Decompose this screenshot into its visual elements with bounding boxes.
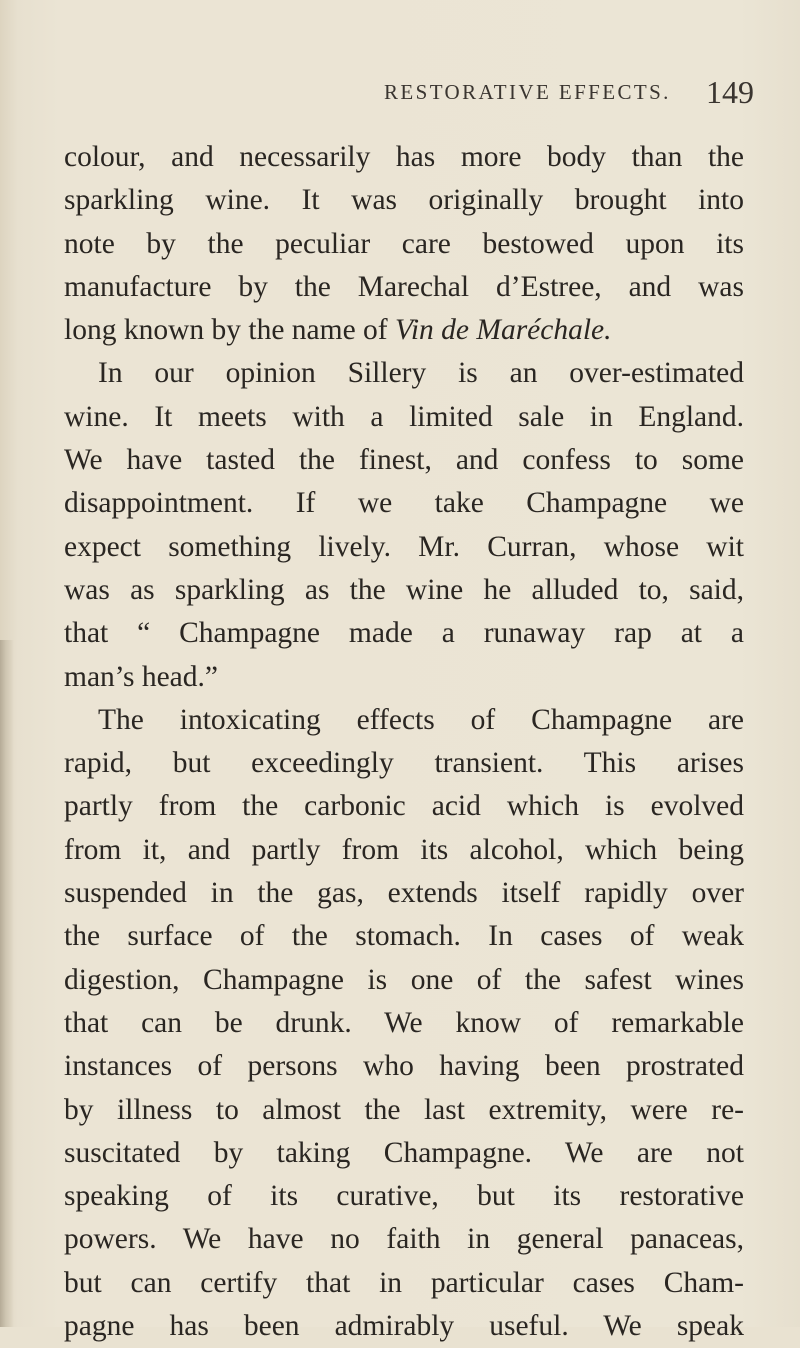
text-line-23: by illness to almost the last extremity, were re- <box>64 1093 744 1126</box>
text-line-6: In our opinion Sillery is an over-estimated <box>98 357 744 390</box>
text-line-11: was as sparkling as the wine he alluded to, said, <box>64 573 744 606</box>
binding-gutter-shadow <box>0 640 14 1327</box>
running-head <box>60 74 760 120</box>
italic-wine-name: Vin de Maréchale. <box>395 314 612 347</box>
text-line-21: that can be drunk. We know of remarkable <box>64 1006 744 1039</box>
text-line-22: instances of persons who having been prostrated <box>64 1050 744 1083</box>
body-text <box>64 136 744 1348</box>
text-line-15: rapid, but exceedingly transient. This arises <box>64 747 744 780</box>
text-line-1: colour, and necessarily has more body than the <box>64 141 744 173</box>
text-line-3: note by the peculiar care bestowed upon its <box>64 227 744 260</box>
text-line-5 <box>64 309 744 352</box>
text-line-4: manufacture by the Marechal d’Estree, and was <box>64 270 744 303</box>
text-line-26: powers. We have no faith in general panaceas, <box>64 1223 744 1256</box>
text-line-7: wine. It meets with a limited sale in England. <box>64 400 744 433</box>
text-line-16: partly from the carbonic acid which is evolved <box>64 790 744 823</box>
text-line-10: expect something lively. Mr. Curran, whose wit <box>64 530 744 563</box>
text-line-2: sparkling wine. It was originally brought into <box>64 184 744 217</box>
text-line-25: speaking of its curative, but its restorative <box>64 1180 744 1213</box>
text-line-14: The intoxicating effects of Champagne are <box>98 703 744 736</box>
text-line-5-start: long known by the name of <box>64 314 395 347</box>
text-line-13: man’s head.” <box>64 660 218 693</box>
text-line-20: digestion, Champagne is one of the safest wines <box>64 963 744 996</box>
text-line-12: that “ Champagne made a runaway rap at a <box>64 617 744 650</box>
text-line-24: suscitated by taking Champagne. We are not <box>64 1136 744 1169</box>
text-line-9: disappointment. If we take Champagne we <box>64 487 744 520</box>
text-line-28: pagne has been admirably useful. We speak <box>64 1310 744 1343</box>
text-line-27: but can certify that in particular cases Cham- <box>64 1266 744 1299</box>
text-line-17: from it, and partly from its alcohol, which being <box>64 833 744 866</box>
text-line-8: We have tasted the finest, and confess to some <box>64 444 744 477</box>
page-number: 149 <box>706 74 754 110</box>
running-title: RESTORATIVE EFFECTS. <box>384 80 671 104</box>
text-line-19: the surface of the stomach. In cases of weak <box>64 920 744 953</box>
text-line-18: suspended in the gas, extends itself rapidly over <box>64 877 744 910</box>
